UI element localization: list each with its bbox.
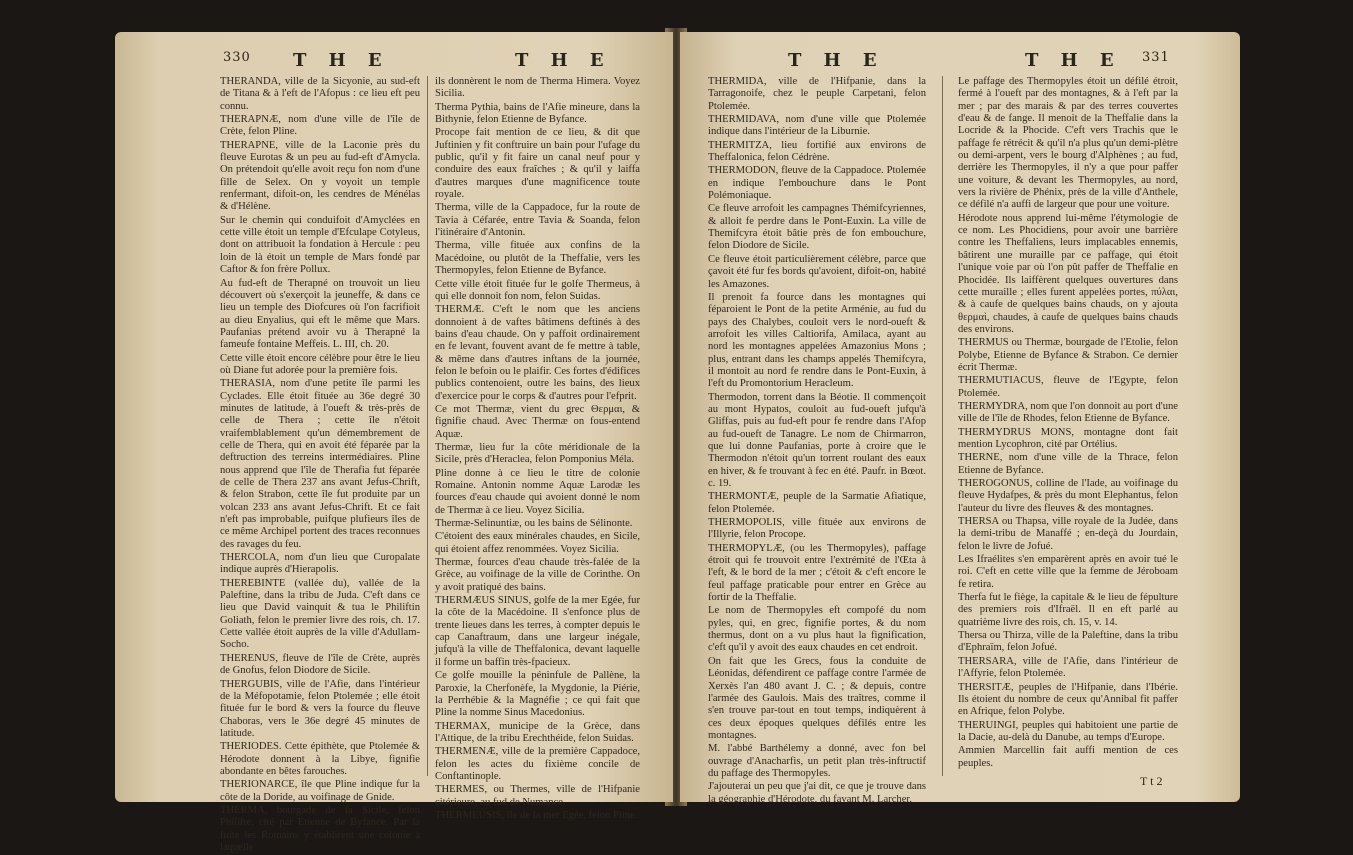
running-head: T H E [788,50,885,71]
dictionary-entry: Thermæ-Selinuntiæ, ou les bains de Sélinonte. [435,518,633,530]
dictionary-entry: Ce golfe mouille la péninfule de Pallène, la Paroxie, la Cherfonèfe, la Mygdonie, la Piérie, la Perrhébie & la Magnéfie ; ce qui fait que Pline la nomme Sinus Macedonius. [435,670,640,719]
dictionary-entry: THERAPNÆ, nom d'une ville de l'île de Crète, felon Pline. [220,114,420,138]
dictionary-entry: THERMA, bourgade de la Sicile, felon Philifte, cité par Etienne de Byfance. Par la fuite les Romains y établirent une colonie à laquelle [220,804,420,853]
dictionary-entry: On fait que les Grecs, fous la conduite de Léonidas, défendirent ce paffage contre l'armée de Xerxès l'an 480 avant J. C. ; & depuis, contre l'armée des Gaulois. Mais des traîtres, comme il s'en trouve par-tout en tout temps, indiquèrent à ces deux époques quelques défilés entre les montagnes. [708,655,926,741]
dictionary-entry: C'étoient des eaux minérales chaudes, en Sicile, qui étoient affez renommées. Voyez Sicilia. [435,531,640,555]
dictionary-entry: ils donnèrent le nom de Therma Himera. Voyez Sicilia. [435,76,640,100]
left-page [115,32,673,853]
dictionary-entry: Le nom de Thermopyles eft compofé du nom pyles, qui, en grec, fignifie portes, & du nom thermus, dont on a vu plus haut la fignification, c'eft qu'il y avoit des eaux chaudes en cet endroit. [708,605,926,654]
dictionary-entry: Au fud-eft de Therapné on trouvoit un lieu découvert où s'exerçoit la jeuneffe, & dans ce lieu un temple des Diofcures où l'on facrifioit au dieu Enyalius, qui eft le même que Mars. Paufanias prétend avoir vu à Therapné la fameufe fontaine Meffeis. L. III, ch. 20. [220,277,420,351]
dictionary-entry: THERMODON, fleuve de la Cappadoce. Ptolemée en indique l'embouchure dans le Pont Polémoniaque. [708,165,926,202]
dictionary-entry: THERMYDRUS MONS, montagne dont fait mention Lycophron, cité par Ortélius. [958,426,1178,450]
dictionary-entry: THERMONTÆ, peuple de la Sarmatie Afiatique, felon Ptolemée. [708,491,926,515]
column-rule [942,76,943,776]
running-head: T H E [515,50,612,71]
dictionary-entry: Cette ville étoit fituée fur le golfe Thermeus, à qui elle donnoit fon nom, felon Suidas. [435,278,640,302]
dictionary-entry: Cette ville étoit encore célèbre pour être le lieu où Diane fut adorée pour la première fois. [220,352,420,376]
dictionary-entry: THERMÆUS SINUS, golfe de la mer Egée, fur la côte de la Macédoine. Il s'enfonce plus de trente lieues dans les terres, à compter depuis le cap Canaftraum, dans une largeur inégale, jufqu'à la ville de Theffalonica, devant laquelle il forme un baffin très-fpacieux. [435,595,640,668]
dictionary-entry: Ammien Marcellin fait auffi mention de ces peuples. [958,745,1178,769]
dictionary-entry: THERANDA, ville de la Sicyonie, au sud-eft de Titana & à l'eft de l'Afopus : ce lieu eft peu connu. [220,76,420,112]
dictionary-entry: Therma, ville fituée aux confins de la Macédoine, ou plutôt de la Theffalie, vers les Thermopyles, felon Etienne de Byfance. [435,240,640,277]
dictionary-entry: THERMAX, municipe de la Grèce, dans l'Attique, de la tribu Erechthéide, felon Suidas. [435,720,640,744]
dictionary-entry: M. l'abbé Barthélemy a donné, avec fon bel ouvrage d'Anacharfis, un petit plan très-inftructif du paffage des Thermopyles. [708,743,926,779]
dictionary-entry: THERMIDAVA, nom d'une ville que Ptolemée indique dans l'intérieur de la Liburnie. [708,114,926,138]
dictionary-entry: Therma Pythia, bains de l'Afie mineure, dans la Bithynie, felon Etienne de Byfance. [435,101,640,126]
dictionary-entry: THERUINGI, peuples qui habitoient une partie de la Dacie, au-delà du Danube, au temps d'Europe. [958,719,1178,743]
signature-mark: T t 2 [1140,774,1163,788]
text-column [435,76,640,823]
dictionary-entry: THERMENÆ, ville de la première Cappadoce, felon les actes du fixième concile de Conftantinople. [435,746,640,782]
dictionary-entry: THERMES, ou Thermes, ville de l'Hifpanie citérieure, au fud de Numance. [435,784,640,808]
dictionary-entry: THERSARA, ville de l'Afie, dans l'intérieur de l'Affyrie, felon Ptolemée. [958,655,1178,680]
dictionary-entry: THERGUBIS, ville de l'Afie, dans l'intérieur de la Méfopotamie, felon Ptolemée ; elle étoit fituée fur le bord & vers la fource du fleuve Chaboras, vers le 36e degré 45 minutes de latitude. [220,678,420,739]
dictionary-entry: THERMUTIACUS, fleuve de l'Egypte, felon Ptolemée. [958,375,1178,399]
dictionary-entry: THERIODES. Cette épithète, que Ptolemée & Hérodote donnent à la Libye, fignifie abondante en bêtes farouches. [220,741,420,777]
dictionary-entry: THERENUS, fleuve de l'île de Crète, auprès de Gnofus, felon Diodore de Sicile. [220,652,420,677]
dictionary-entry: Thermæ, lieu fur la côte méridionale de la Sicile, près d'Heraclea, felon Pomponius Méla. [435,441,640,466]
dictionary-entry: THEROGONUS, colline de l'Iade, au voifinage du fleuve Hydafpes, & près du mont Elephantus, felon l'auteur du livre des fleuves & des montagnes. [958,478,1178,514]
dictionary-entry: Il prenoit fa fource dans les montagnes qui féparoient le Pont de la petite Arménie, au fud du pays des Chalybes, couloit vers le nord-oueft & arrofoit les villes Caltiorifa, Amilaca, ayant au nord les montagnes appelées Amazonius Mons ; plus, entrant dans les champs appelés Themifcyra, il montoit au nord fe rendre dans le Pont-Euxin, à l'eft du Promontorium Heracleum. [708,291,926,390]
dictionary-entry: Thermodon, torrent dans la Béotie. Il commençoit au mont Hypatos, couloit au fud-oueft jufqu'à Gliffas, puis au fud-eft pour fe rendre dans l'Afop au fud-oueft de Tanagre. Le nom de Chirmarron, que lui donne Paufanias, porte à croire que le Thermodon n'étoit qu'un torrent roulant des eaux en hiver, & fe trouvant à fec en été. Paufr. in Bœot. c. 19. [708,391,926,489]
text-column [220,76,420,855]
running-head: T H E [1025,50,1122,71]
column-rule [427,76,428,776]
dictionary-entry: Pline donne à ce lieu le titre de colonie Romaine. Antonin nomme Aquæ Larodæ les fources d'eau chaude qui avoient donné le nom de Thermæ à ce lieu. Voyez Sicilia. [435,467,640,516]
dictionary-entry: THERSITÆ, peuples de l'Hifpanie, dans l'Ibérie. Ils étoient du nombre de ceux qu'Annibal fit paffer en Afrique, felon Polybe. [958,681,1178,718]
dictionary-entry: Thersa ou Thirza, ville de la Paleftine, dans la tribu d'Ephraïm, felon Jofué. [958,630,1178,654]
dictionary-entry: THERMUS ou Thermæ, bourgade de l'Etolie, felon Polybe, Etienne de Byfance & Strabon. Ce dernier écrit Thermæ. [958,337,1178,373]
dictionary-entry: Ce mot Thermæ, vient du grec Θερμαι, & fignifie chaud. Avec Thermæ on fous-entend Aquæ. [435,403,640,440]
dictionary-entry: Ce fleuve étoit particulièrement célèbre, parce que çavoit été fur fes bords qu'avoient, difoit-on, habité les Amazones. [708,253,926,290]
dictionary-entry: THERMÆ. C'eft le nom que les anciens donnoient à de vaftes bâtimens deftinés à des bains d'eau chaude. On y paffoit ordinairement en fe levant, fouvent avant de fe mettre à table, & même dans d'autres inftans de la journée, felon le befoin ou le plaifir. Ces fortes d'édifices publics contenoient, outre les bains, des lieux d'exercice pour le corps & d'autres pour l'efprit. [435,304,640,402]
dictionary-entry: THERNE, nom d'une ville de la Thrace, felon Etienne de Byfance. [958,452,1178,476]
dictionary-entry: Ce fleuve arrofoit les campagnes Thémifcyriennes, & alloit fe perdre dans le Pont-Euxin. La ville de Themifcyra étoit bâtie près de fon embouchure, felon Diodore de Sicile. [708,203,926,252]
dictionary-entry: Sur le chemin qui conduifoit d'Amyclées en cette ville étoit un temple d'Efculape Cotyleus, dont on attribuoit la fondation à Hercule : peu loin de là étoit un temple de Mars fondé par Caftor & fon frère Pollux. [220,214,420,276]
dictionary-entry: THERMEUSIS, île de la mer Egée, felon Pline. [435,809,638,821]
dictionary-entry: Hérodote nous apprend lui-même l'étymologie de ce nom. Les Phocidiens, pour avoir une barrière contre les Theffaliens, leurs implacables ennemis, bâtirent une muraille par ce paffage, qui étoit l'unique voie par où l'on pût paffer de Theffalie en Phocidée. Ils laiffèrent quelques ouvertures dans cette muraille ; elles furent appelées portes, πύλαι, & à caufe de quelques bains chauds, on y ajouta θερμαὶ, chaudes, à caufe de quelques bains chauds des environs. [958,212,1178,335]
dictionary-entry: THEREBINTE (vallée du), vallée de la Paleftine, dans la tribu de Juda. C'eft dans ce lieu que David vainquit & tua le Philiftin Goliath, felon le premier livre des rois, ch. 17. Cette vallée étoit auprès de la ville d'Adullam-Socho. [220,577,420,651]
dictionary-entry: THERMYDRA, nom que l'on donnoit au port d'une ville de l'île de Rhodes, felon Etienne de Byfance. [958,400,1178,425]
dictionary-entry: THERMOPOLIS, ville fituée aux environs de l'Illyrie, felon Procope. [708,517,926,541]
dictionary-entry: J'ajouterai un peu que j'ai dit, ce que je trouve dans la géographie d'Hérodote, du favant M. Larcher. [708,781,926,805]
text-column [958,76,1178,771]
dictionary-entry: Therfa fut le fiège, la capitale & le lieu de fépulture des premiers rois d'Ifraël. Il en eft parlé au quatrième livre des rois, ch. 15, v. 14. [958,592,1178,628]
dictionary-entry: THERMITZA, lieu fortifié aux environs de Theffalonica, felon Cédrène. [708,139,926,164]
dictionary-entry: THERMOPYLÆ, (ou les Thermopyles), paffage étroit qui fe trouvoit entre l'extrémité de l'Œta à l'eft, & le bord de la mer ; c'étoit & c'eft encore le feul paffage praticable pour entrer en Grèce au fortir de la Theffalie. [708,542,926,604]
dictionary-entry: Procope fait mention de ce lieu, & dit que Juftinien y fit conftruire un bain pour l'ufage du public, qu'il y fit faire un canal neuf pour y conduire des eaux fraîches ; & qu'il y laiffa d'autres marques d'une magnificence toute royale. [435,127,640,201]
page-number: 331 [1142,50,1170,65]
running-head: T H E [293,50,390,71]
dictionary-entry: THERSA ou Thapsa, ville royale de la Judée, dans la demi-tribu de Manaffé ; en-deçà du Jourdain, felon le livre de Jofué. [958,516,1178,552]
dictionary-entry: Therma, ville de la Cappadoce, fur la route de Tavia à Céfarée, entre Tavia & Soanda, felon l'itinéraire d'Antonin. [435,202,640,239]
dictionary-entry: Thermæ, fources d'eau chaude très-falée de la Grèce, au voifinage de la ville de Corinthe. On y avoit pratiqué des bains. [435,557,640,593]
page-number: 330 [223,50,251,65]
dictionary-entry: THERCOLA, nom d'un lieu que Curopalate indique auprès d'Hierapolis. [220,552,420,576]
text-column [708,76,926,807]
dictionary-entry: THERIONARCE, île que Pline indique fur la côte de la Doride, au voifinage de Gnide. [220,779,420,803]
dictionary-entry: Le paffage des Thermopyles étoit un défilé étroit, fermé à l'oueft par des montagnes, & à l'eft par la mer ; par des marais & par des terres couvertes d'eau & de fange. Il menoit de la Theffalie dans la Locride & la Phocide. C'eft vers Trachis que le paffage fe rétrécit & qu'il n'a plus qu'un demi-plètre ou demi-arpent, vers le bourg d'Alphènes ; au fud, derrière les Thermopyles, il n'y a que pour paffer une voiture, & devant les Thermopyles, au nord, vers la rivière de Phénix, près de la ville d'Anthele, ce défilé n'a auffi de largeur que pour une voiture. [958,76,1178,211]
dictionary-entry: THERMIDA, ville de l'Hifpanie, dans la Tarragonoife, chez le peuple Carpetani, felon Ptolemée. [708,76,926,112]
dictionary-entry: THERAPNE, ville de la Laconie près du fleuve Eurotas & un peu au fud-eft d'Amycla. On prétendoit qu'elle avoit reçu fon nom d'une fille de Selex. On y voyoit un temple renfermant, difoit-on, les cendres de Ménélas & d'Hélène. [220,139,420,213]
dictionary-entry: Les Ifraélites s'en emparèrent après en avoir tué le roi. C'eft en cette ville que la femme de Jéroboam fe retira. [958,554,1178,590]
dictionary-entry: THERASIA, nom d'une petite île parmi les Cyclades. Elle étoit fituée au 36e degré 30 minutes de latitude, à l'oueft & très-près de celle de Thera ; cette île n'étoit vraifemblablement qu'un démembrement de celle de Thera, qui en avoit été féparée par la deftruction des terreins intermédiaires. Pline nous apprend que l'île de Therafia fut féparée de celle de Thera 237 ans avant Jefus-Chrift, & felon Strabon, cette île fut produite par un volcan 233 ans avant Jefus-Chrift. Et ce fait n'eft pas improbable, puifque plufieurs îles de ce même Archipel portent des traces reconnues des ravages du feu. [220,378,420,550]
right-page [680,32,1240,805]
